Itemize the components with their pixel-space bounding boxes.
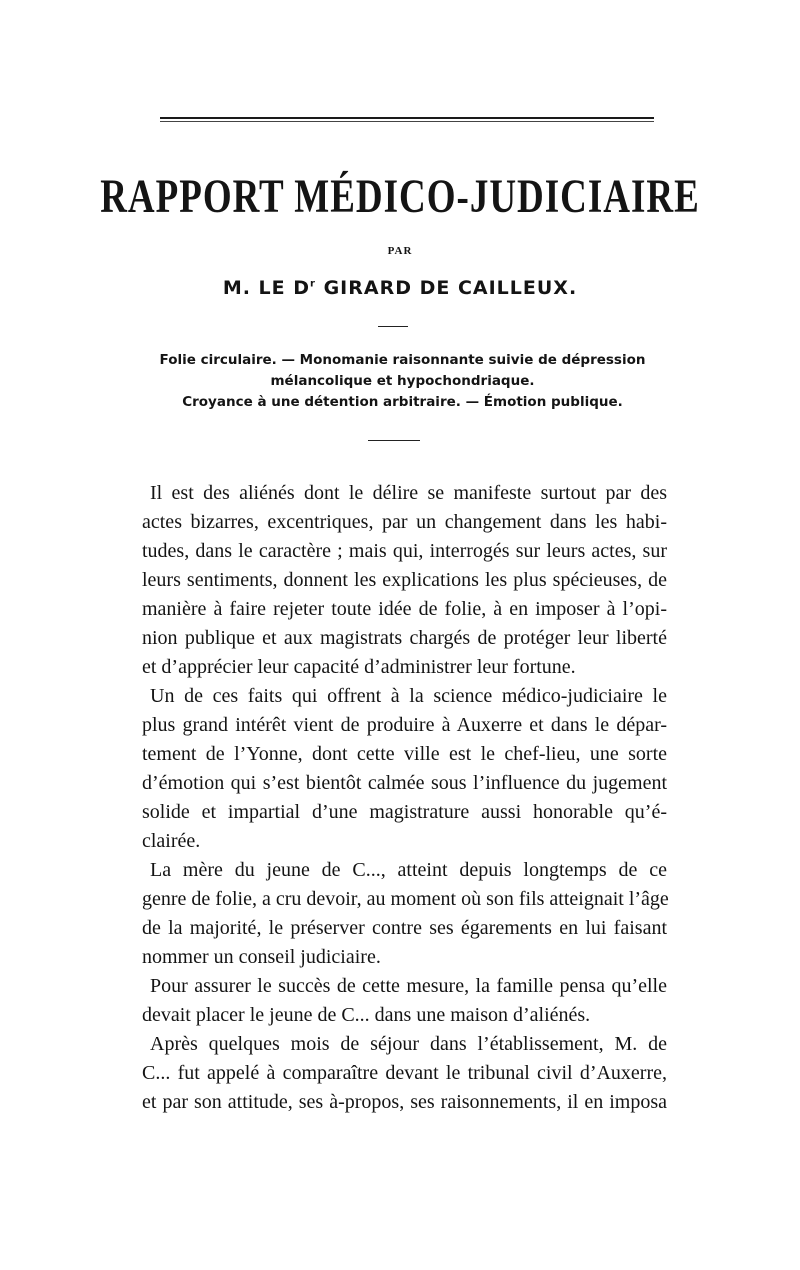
- summary-line: Croyance à une détention arbitraire. — Émotion publique.: [182, 394, 623, 410]
- paragraph: [142, 682, 667, 856]
- text-line: et par son attitude, ses à-propos, ses raisonnements, il en imposa: [142, 1091, 667, 1113]
- text-line: plus grand intérêt vient de produire à Auxerre et dans le dépar-: [142, 714, 667, 736]
- paragraph: [142, 479, 667, 682]
- text-line: tement de l’Yonne, dont cette ville est le chef-lieu, une sorte: [142, 743, 667, 765]
- text-line: devait placer le jeune de C... dans une maison d’aliénés.: [142, 1004, 591, 1026]
- text-line: leurs sentiments, donnent les explications les plus spécieuses, de: [142, 569, 667, 591]
- header-rule: [160, 117, 654, 119]
- text-line: actes bizarres, excentriques, par un changement dans les habi-: [142, 511, 667, 533]
- text-line: tudes, dans le caractère ; mais qui, interrogés sur leurs actes, sur: [142, 540, 667, 562]
- text-line: manière à faire rejeter toute idée de folie, à en imposer à l’opi-: [142, 598, 667, 620]
- text-line: d’émotion qui s’est bientôt calmée sous l’influence du jugement: [142, 772, 667, 794]
- by-label: PAR: [387, 245, 413, 257]
- text-line: et d’apprécier leur capacité d’administrer leur fortune.: [142, 656, 576, 678]
- author-name: GIRARD DE CAILLEUX.: [315, 277, 578, 299]
- text-line: de la majorité, le préserver contre ses égarements en lui faisant: [142, 917, 667, 939]
- text-line: Après quelques mois de séjour dans l’établissement, M. de: [150, 1033, 667, 1055]
- summary-line: Folie circulaire. — Monomanie raisonnante suivie de dépression: [159, 352, 646, 368]
- separator-rule: [378, 326, 408, 327]
- paragraph: [142, 1030, 667, 1117]
- separator-rule: [368, 440, 420, 441]
- text-line: La mère du jeune de C..., atteint depuis longtemps de ce: [150, 859, 667, 881]
- text-line: genre de folie, a cru devoir, au moment où son fils atteignait l’âge: [142, 888, 669, 910]
- author-line: [0, 277, 800, 299]
- header-rule-thin: [160, 121, 654, 122]
- text-line: Pour assurer le succès de cette mesure, la famille pensa qu’elle: [150, 975, 667, 997]
- summary-line: mélancolique et hypochondriaque.: [270, 373, 535, 389]
- text-line: nommer un conseil judiciaire.: [142, 946, 381, 968]
- paragraph: [142, 972, 667, 1030]
- text-line: C... fut appelé à comparaître devant le tribunal civil d’Auxerre,: [142, 1062, 667, 1084]
- report-title: RAPPORT MÉDICO-JUDICIAIRE: [100, 171, 700, 224]
- author-prefix: M. LE D: [222, 277, 311, 299]
- text-line: clairée.: [142, 830, 201, 852]
- text-line: Un de ces faits qui offrent à la science médico-judiciaire le: [150, 685, 667, 707]
- summary-block: [120, 350, 685, 413]
- text-line: nion publique et aux magistrats chargés de protéger leur liberté: [142, 627, 667, 649]
- text-line: solide et impartial d’une magistrature aussi honorable qu’é-: [142, 801, 667, 823]
- author-sup: r: [310, 278, 316, 290]
- text-line: Il est des aliénés dont le délire se manifeste surtout par des: [150, 482, 667, 504]
- body-text: [142, 479, 667, 1117]
- paragraph: [142, 856, 667, 972]
